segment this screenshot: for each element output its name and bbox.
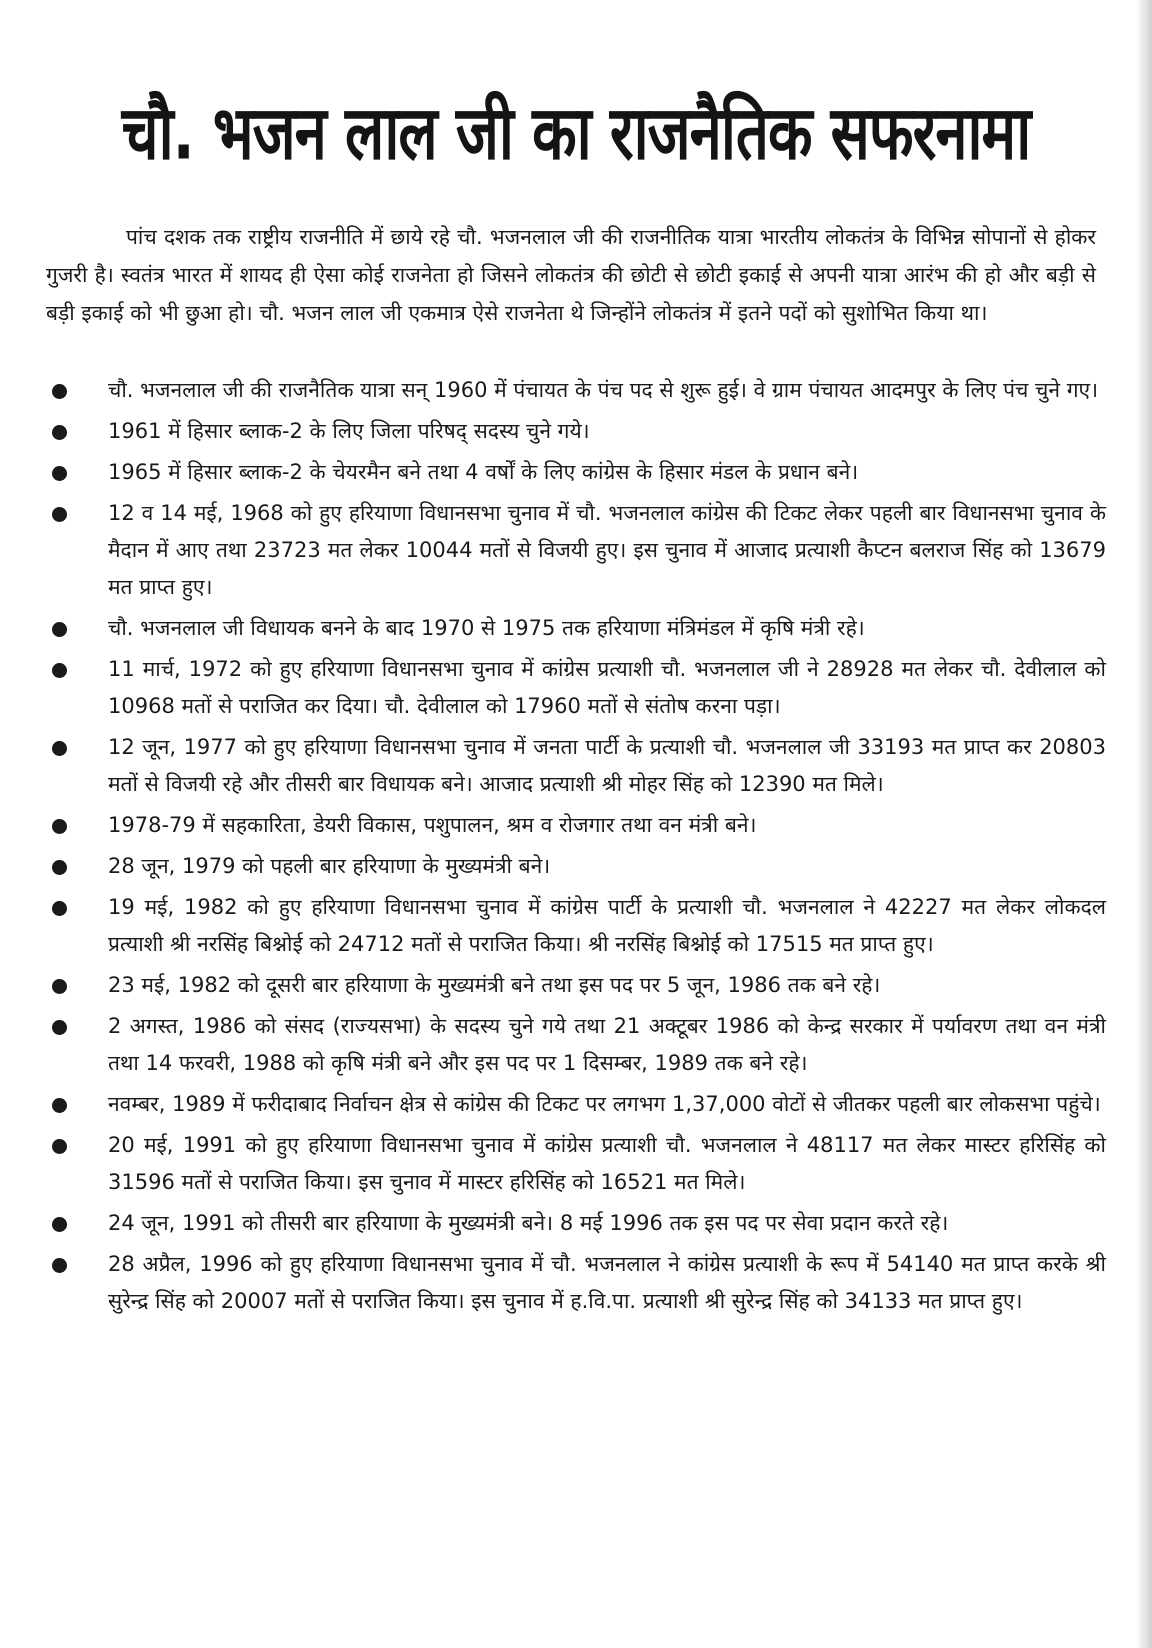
list-item-text: 2 अगस्त, 1986 को संसद (राज्यसभा) के सदस्य चुने गये तथा 21 अक्टूबर 1986 को केन्द्र सरकार में पर्यावरण तथा वन मंत्री तथा 14 फरवरी, 1988 को कृषि मंत्री बने और इस पद पर 1 दिसम्बर, 1989 तक बने रहे। — [108, 1014, 1106, 1075]
bullet-icon — [52, 901, 67, 916]
list-item-text: 12 व 14 मई, 1968 को हुए हरियाणा विधानसभा चुनाव में चौ. भजनलाल कांग्रेस की टिकट लेकर पहली बार विधानसभा चुनाव के मैदान में आए तथा 23723 मत लेकर 10044 मतों से विजयी हुए। इस चुनाव में आजाद प्रत्याशी कैप्टन बलराज सिंह को 13679 मत प्राप्त हुए। — [108, 501, 1106, 599]
list-item-text: नवम्बर, 1989 में फरीदाबाद निर्वाचन क्षेत्र से कांग्रेस की टिकट पर लगभग 1,37,000 वोटों से जीतकर पहली बार लोकसभा पहुंचे। — [108, 1092, 1101, 1116]
list-item-text: 28 जून, 1979 को पहली बार हरियाणा के मुख्यमंत्री बने। — [108, 854, 551, 878]
list-item — [46, 610, 1106, 647]
list-item — [46, 495, 1106, 606]
timeline-list — [46, 372, 1106, 1324]
bullet-icon — [52, 663, 67, 678]
list-item-text: 11 मार्च, 1972 को हुए हरियाणा विधानसभा चुनाव में कांग्रेस प्रत्याशी चौ. भजनलाल जी ने 28928 मत लेकर चौ. देवीलाल को 10968 मतों से पराजित कर दिया। चौ. देवीलाल को 17960 मतों से संतोष करना पड़ा। — [108, 657, 1106, 718]
list-item — [46, 1008, 1106, 1082]
list-item — [46, 454, 1106, 491]
bullet-icon — [52, 741, 67, 756]
list-item — [46, 651, 1106, 725]
intro-paragraph: पांच दशक तक राष्ट्रीय राजनीति में छाये रहे चौ. भजनलाल जी की राजनीतिक यात्रा भारतीय लोकतंत्र के विभिन्न सोपानों से होकर गुजरी है। स्वतंत्र भारत में शायद ही ऐसा कोई राजनेता हो जिसने लोकतंत्र की छोटी से छोटी इकाई से अपनी यात्रा आरंभ की हो और बड़ी से बड़ी इकाई को भी छुआ हो। चौ. भजन लाल जी एकमात्र ऐसे राजनेता थे जिन्होंने लोकतंत्र में इतने पदों को सुशोभित किया था। — [46, 225, 1096, 325]
list-item-text: 28 अप्रैल, 1996 को हुए हरियाणा विधानसभा चुनाव में चौ. भजनलाल ने कांग्रेस प्रत्याशी के रूप में 54140 मत प्राप्त करके श्री सुरेन्द्र सिंह को 20007 मतों से पराजित किया। इस चुनाव में ह.वि.पा. प्रत्याशी श्री सुरेन्द्र सिंह को 34133 मत प्राप्त हुए। — [108, 1252, 1106, 1313]
bullet-icon — [52, 979, 67, 994]
list-item-text: चौ. भजनलाल जी की राजनैतिक यात्रा सन् 1960 में पंचायत के पंच पद से शुरू हुई। वे ग्राम पंचायत आदमपुर के लिए पंच चुने गए। — [108, 378, 1099, 402]
list-item — [46, 848, 1106, 885]
list-item-text: 1965 में हिसार ब्लाक-2 के चेयरमैन बने तथा 4 वर्षों के लिए कांग्रेस के हिसार मंडल के प्रधान बने। — [108, 460, 859, 484]
bullet-icon — [52, 384, 67, 399]
list-item-text: 23 मई, 1982 को दूसरी बार हरियाणा के मुख्यमंत्री बने तथा इस पद पर 5 जून, 1986 तक बने रहे। — [108, 973, 881, 997]
bullet-icon — [52, 819, 67, 834]
bullet-icon — [52, 425, 67, 440]
list-item-text: चौ. भजनलाल जी विधायक बनने के बाद 1970 से 1975 तक हरियाणा मंत्रिमंडल में कृषि मंत्री रहे। — [108, 616, 865, 640]
bullet-icon — [52, 622, 67, 637]
bullet-icon — [52, 507, 67, 522]
list-item — [46, 807, 1106, 844]
bullet-icon — [52, 860, 67, 875]
bullet-icon — [52, 1217, 67, 1232]
bullet-icon — [52, 1139, 67, 1154]
bullet-icon — [52, 1098, 67, 1113]
list-item — [46, 372, 1106, 409]
list-item-text: 12 जून, 1977 को हुए हरियाणा विधानसभा चुनाव में जनता पार्टी के प्रत्याशी चौ. भजनलाल जी 33193 मत प्राप्त कर 20803 मतों से विजयी रहे और तीसरी बार विधायक बने। आजाद प्रत्याशी श्री मोहर सिंह को 12390 मत मिले। — [108, 735, 1106, 796]
bullet-icon — [52, 1258, 67, 1273]
list-item — [46, 1205, 1106, 1242]
list-item — [46, 1246, 1106, 1320]
page-title: चौ. भजन लाल जी का राजनैतिक सफरनामा — [121, 89, 1031, 177]
page-edge-shadow — [1136, 0, 1152, 1648]
bullet-icon — [52, 1020, 67, 1035]
list-item — [46, 967, 1106, 1004]
list-item-text: 20 मई, 1991 को हुए हरियाणा विधानसभा चुनाव में कांग्रेस प्रत्याशी चौ. भजनलाल ने 48117 मत लेकर मास्टर हरिसिंह को 31596 मतों से पराजित किया। इस चुनाव में मास्टर हरिसिंह को 16521 मत मिले। — [108, 1133, 1106, 1194]
list-item-text: 1961 में हिसार ब्लाक-2 के लिए जिला परिषद् सदस्य चुने गये। — [108, 419, 590, 443]
bullet-icon — [52, 466, 67, 481]
list-item — [46, 729, 1106, 803]
list-item — [46, 413, 1106, 450]
list-item-text: 1978-79 में सहकारिता, डेयरी विकास, पशुपालन, श्रम व रोजगार तथा वन मंत्री बने। — [108, 813, 757, 837]
list-item-text: 24 जून, 1991 को तीसरी बार हरियाणा के मुख्यमंत्री बने। 8 मई 1996 तक इस पद पर सेवा प्रदान करते रहे। — [108, 1211, 949, 1235]
list-item-text: 19 मई, 1982 को हुए हरियाणा विधानसभा चुनाव में कांग्रेस पार्टी के प्रत्याशी चौ. भजनलाल ने 42227 मत लेकर लोकदल प्रत्याशी श्री नरसिंह बिश्नोई को 24712 मतों से पराजित किया। श्री नरसिंह बिश्नोई को 17515 मत प्राप्त हुए। — [108, 895, 1106, 956]
list-item — [46, 889, 1106, 963]
list-item — [46, 1086, 1106, 1123]
list-item — [46, 1127, 1106, 1201]
